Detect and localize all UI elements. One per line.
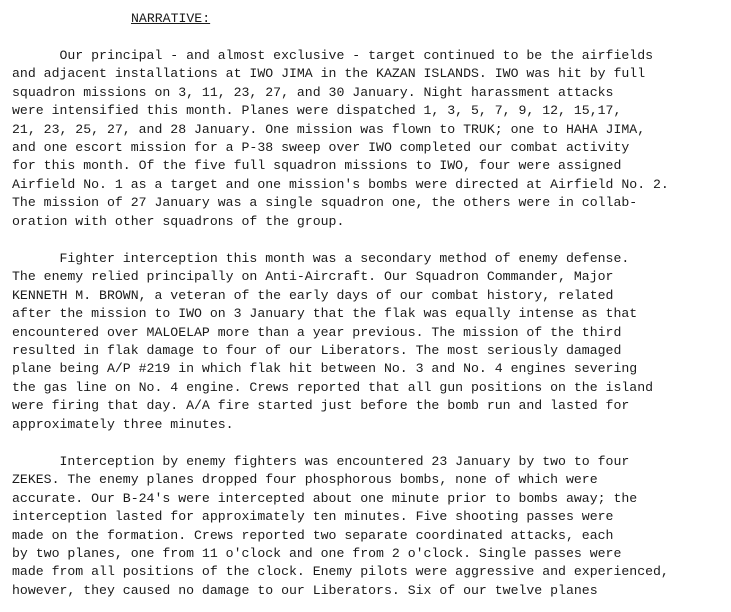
narrative-heading: NARRATIVE:: [131, 11, 211, 26]
text-line: however, they caused no damage to our Liberators. Six of our twelve planes: [12, 582, 598, 598]
text-line: squadron missions on 3, 11, 23, 27, and 30 January. Night harassment attacks: [12, 84, 614, 100]
text-line: approximately three minutes.: [12, 416, 234, 432]
text-line: Fighter interception this month was a secondary method of enemy defense.: [12, 251, 630, 266]
text-line: Airfield No. 1 as a target and one mission's bombs were directed at Airfield No. 2.: [12, 176, 669, 192]
text-line: interception lasted for approximately ten minutes. Five shooting passes were: [12, 509, 614, 525]
paragraph-enemy-fighters: [12, 453, 669, 600]
text-line: after the mission to IWO on 3 January that the flak was equally intense as that: [12, 306, 638, 322]
text-line: KENNETH M. BROWN, a veteran of the early days of our combat history, related: [12, 287, 614, 303]
paragraph-fighter-interception: [12, 250, 653, 434]
text-line: resulted in flak damage to four of our Liberators. The most seriously damaged: [12, 342, 622, 358]
text-line: Interception by enemy fighters was encountered 23 January by two to four: [12, 454, 630, 469]
text-line: and adjacent installations at IWO JIMA in the KAZAN ISLANDS. IWO was hit by full: [12, 66, 646, 82]
text-line: Our principal - and almost exclusive - target continued to be the airfields: [12, 48, 654, 63]
text-line: The enemy relied principally on Anti-Aircraft. Our Squadron Commander, Major: [12, 269, 614, 285]
text-line: plane being A/P #219 in which flak hit between No. 3 and No. 4 engines severing: [12, 361, 638, 377]
text-line: The mission of 27 January was a single squadron one, the others were in collab-: [12, 195, 638, 211]
text-line: 21, 23, 25, 27, and 28 January. One mission was flown to TRUK; one to HAHA JIMA,: [12, 121, 646, 137]
paragraph-targets: [12, 47, 669, 231]
text-line: ZEKES. The enemy planes dropped four phosphorous bombs, none of which were: [12, 472, 598, 488]
text-line: for this month. Of the five full squadron missions to IWO, four were assigned: [12, 158, 622, 174]
text-line: and one escort mission for a P-38 sweep over IWO completed our combat activity: [12, 139, 630, 155]
text-line: made on the formation. Crews reported two separate coordinated attacks, each: [12, 527, 614, 543]
text-line: made from all positions of the clock. Enemy pilots were aggressive and experienced,: [12, 564, 669, 580]
text-line: were firing that day. A/A fire started just before the bomb run and lasted for: [12, 398, 630, 414]
text-line: encountered over MALOELAP more than a year previous. The mission of the third: [12, 324, 622, 340]
text-line: were intensified this month. Planes were dispatched 1, 3, 5, 7, 9, 12, 15,17,: [12, 103, 622, 119]
text-line: accurate. Our B-24's were intercepted about one minute prior to bombs away; the: [12, 490, 638, 506]
text-line: by two planes, one from 11 o'clock and one from 2 o'clock. Single passes were: [12, 545, 622, 561]
text-line: the gas line on No. 4 engine. Crews reported that all gun positions on the island: [12, 379, 654, 395]
text-line: oration with other squadrons of the group.: [12, 213, 345, 229]
